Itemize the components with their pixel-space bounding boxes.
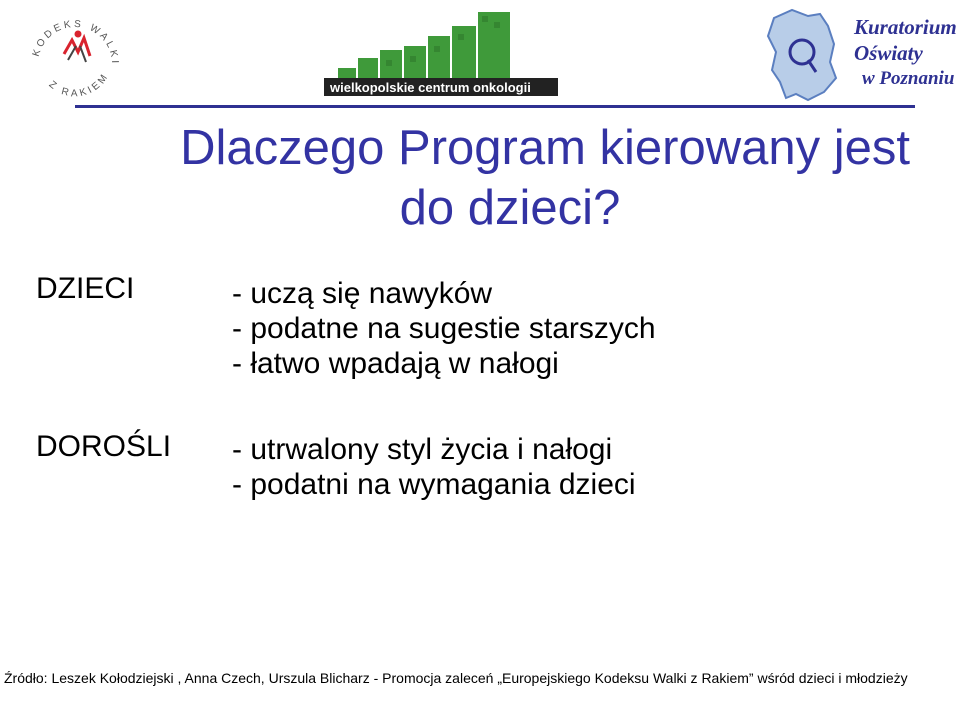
list-item: - uczą się nawyków [232,277,493,310]
list-item: - podatni na wymagania dzieci [232,468,636,501]
kuratorium-line-3: w Poznaniu [862,68,955,89]
kuratorium-logo [764,4,956,106]
wco-logo [322,6,562,102]
wco-logo-text: wielkopolskie centrum onkologii [330,80,531,95]
header-rule [75,105,915,108]
kuratorium-line-1: Kuratorium [854,15,956,39]
source-citation: Źródło: Leszek Kołodziejski , Anna Czech, Urszula Blicharz - Promocja zaleceń „Europejskiego Kodeksu Walki z Rakiem” wśród dzieci i młodzieży [4,670,908,686]
slide-title-line-1: Dlaczego Program kierowany jest [180,121,910,175]
list-item: - utrwalony styl życia i nałogi [232,433,613,466]
slide-title [60,118,910,238]
children-points [232,276,656,381]
list-item: - łatwo wpadają w nałogi [232,347,559,380]
svg-text:KODEKS WALKI: KODEKS WALKI [30,18,121,67]
slide-title-line-2: do dzieci? [399,181,621,235]
svg-text:Z RAKIEM: Z RAKIEM [46,70,112,100]
adults-points [232,432,636,502]
kuratorium-line-2: Oświaty [854,41,923,65]
kodeks-walki-logo [22,2,128,108]
list-item: - podatne na sugestie starszych [232,312,656,345]
row-label-children: DZIECI [36,272,135,305]
row-label-adults: DOROŚLI [36,430,172,463]
